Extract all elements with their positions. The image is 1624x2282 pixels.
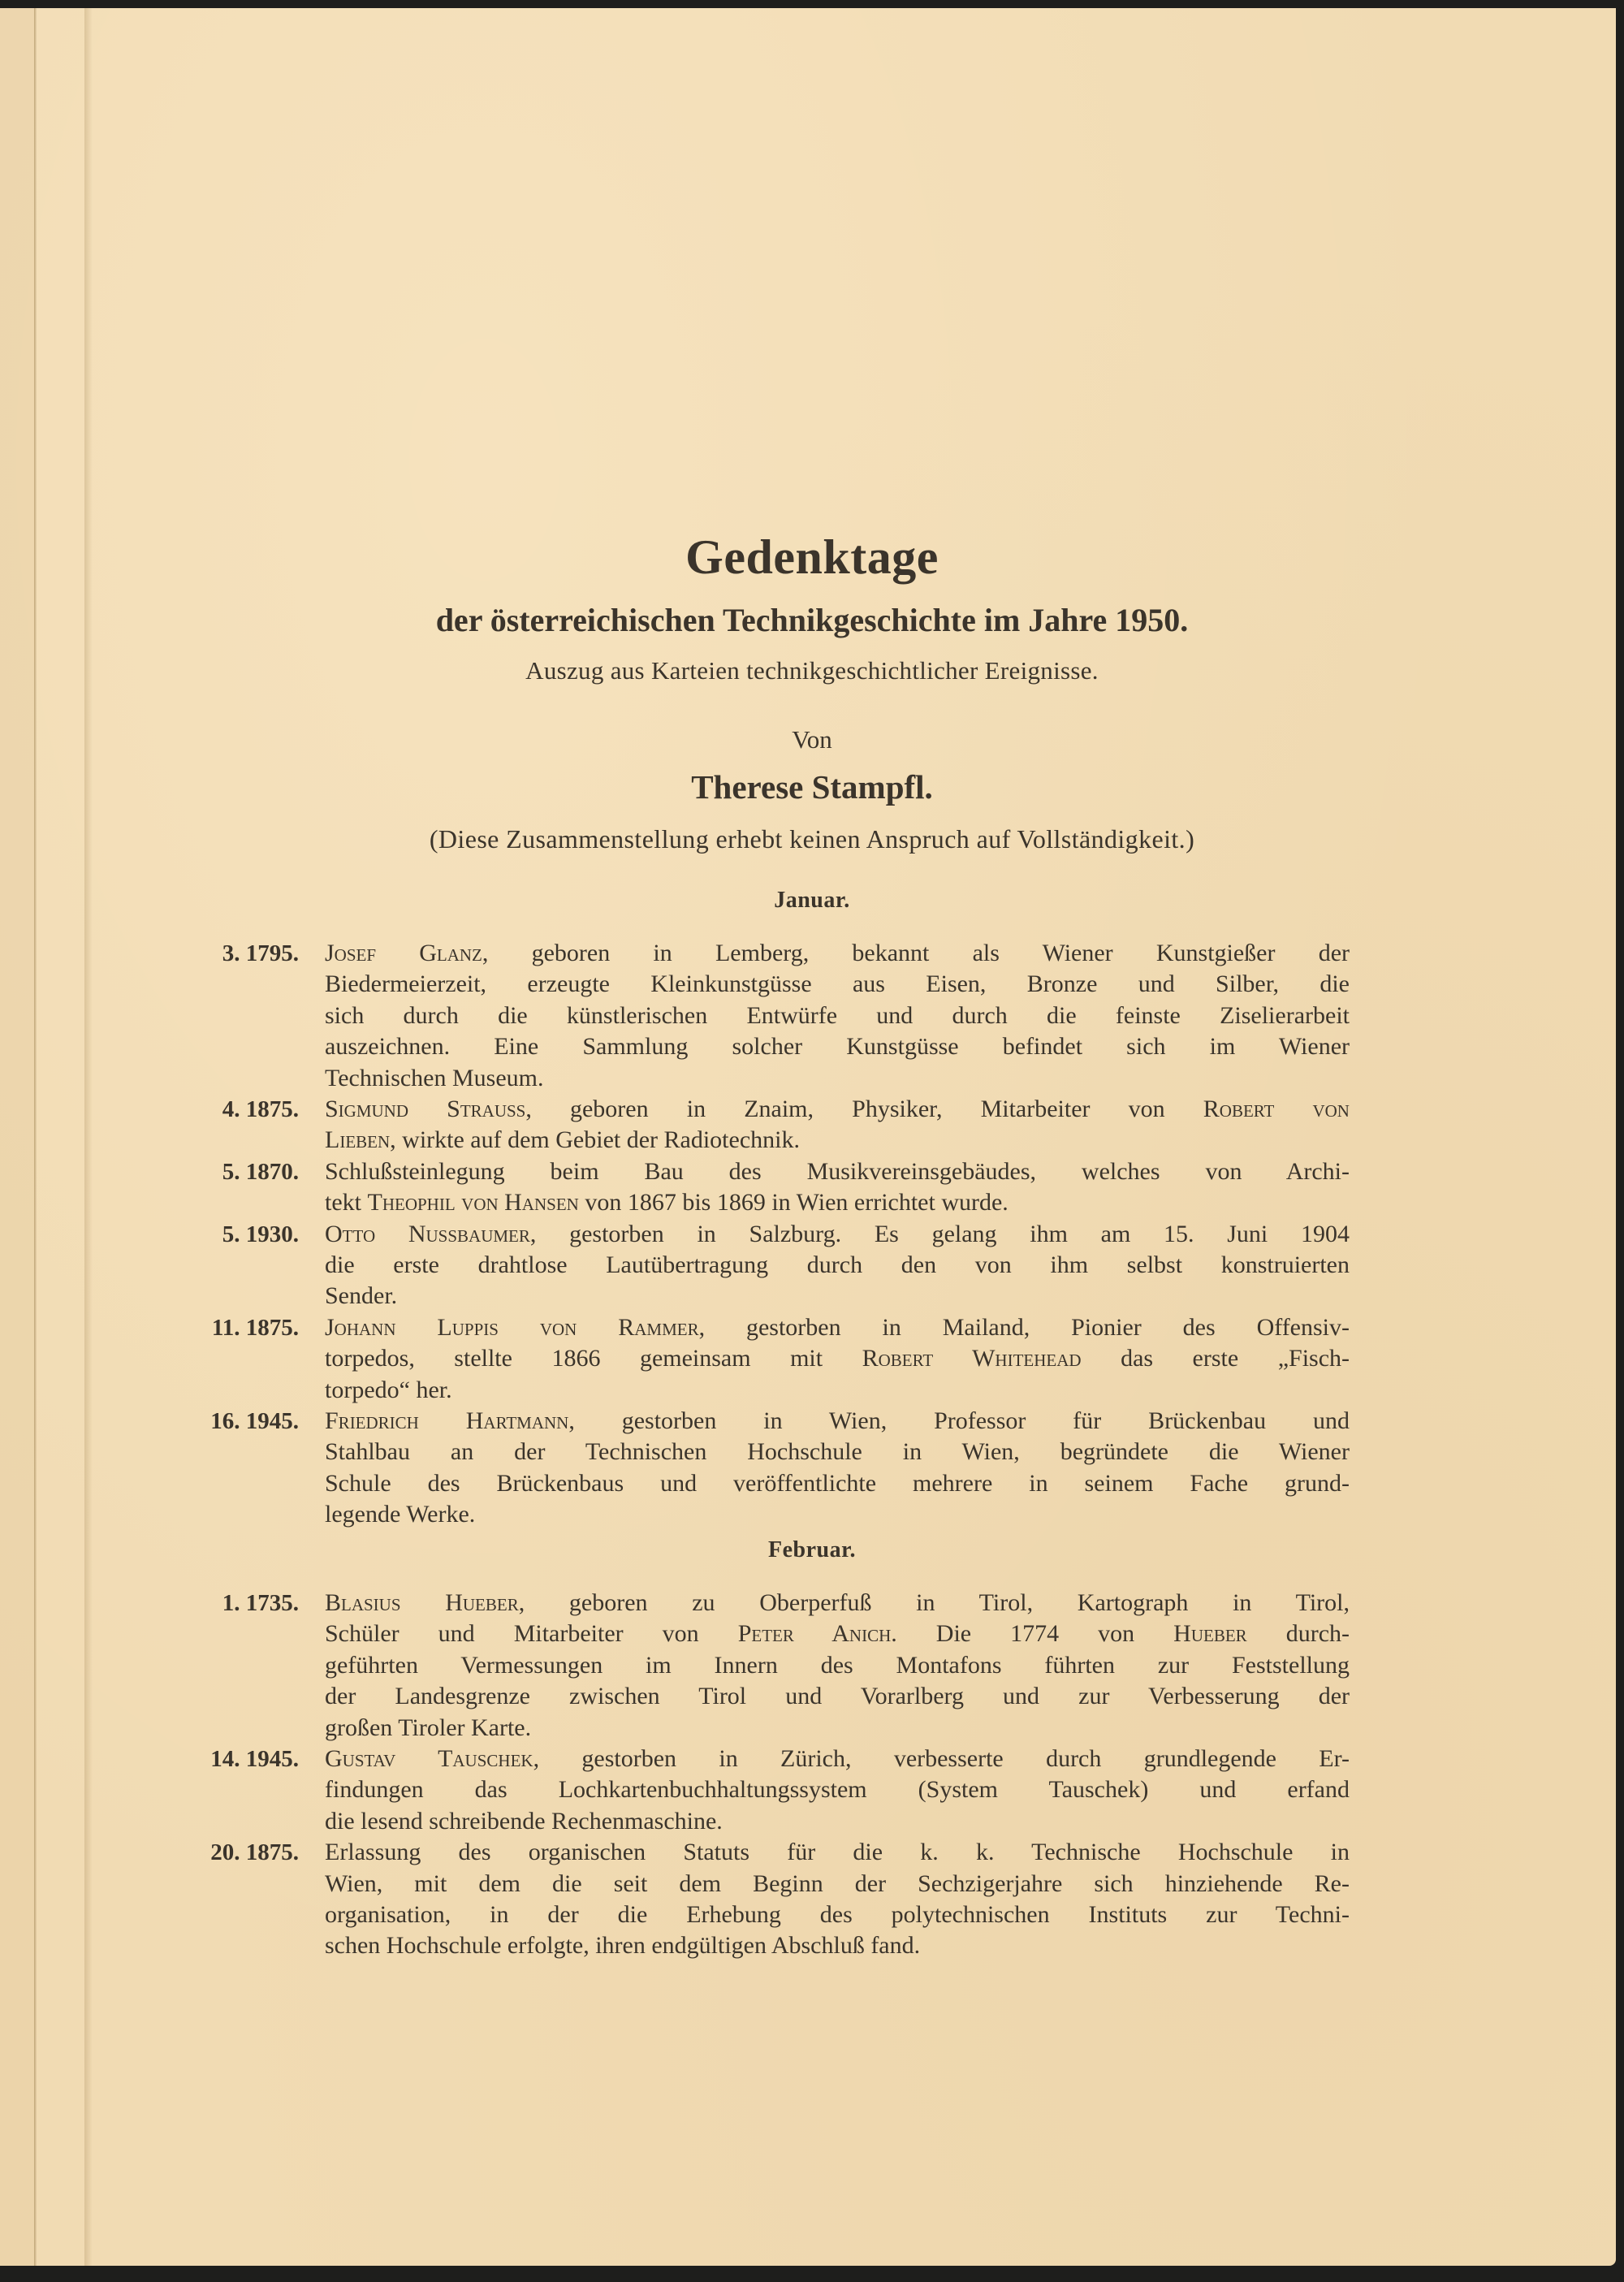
entry-date: 3. 1795. [222, 940, 299, 966]
entry-text-line [325, 1156, 1350, 1187]
entry-date: 5. 1930. [222, 1221, 299, 1247]
entry-text [325, 1406, 1350, 1531]
text-segment: Biedermeierzeit, erzeugte Kleinkunstgüsse aus Eisen, Bronze und Silber, die [325, 970, 1350, 998]
entry-text [325, 938, 1350, 1094]
entry-date: 5. 1870. [222, 1158, 299, 1185]
text-segment: , gestorben in Salzburg. Es gelang ihm am 15. Juni 1904 [529, 1220, 1350, 1247]
entry-text [325, 1837, 1350, 1962]
text-segment: Technischen Museum. [325, 1064, 544, 1091]
entry-text [325, 1219, 1350, 1312]
entry-text-line [325, 1312, 1350, 1343]
entry-date: 4. 1875. [222, 1096, 299, 1122]
entry-text [325, 1588, 1350, 1744]
month-heading: Januar. [774, 888, 850, 913]
text-segment: Stahlbau an der Technischen Hochschule in Wien, begründete die Wiener [325, 1438, 1350, 1466]
page-fold-line [34, 8, 37, 2266]
text-segment: organisation, in der die Erhebung des polytechnischen Instituts zur Techni- [325, 1900, 1350, 1928]
person-name: Robert von [1203, 1096, 1350, 1122]
text-segment: Sender. [325, 1282, 398, 1310]
person-name: Friedrich Hartmann [325, 1407, 569, 1434]
text-segment: auszeichnen. Eine Sammlung solcher Kunstgüsse befindet sich im Wiener [325, 1033, 1350, 1061]
document-excerpt-note: Auszug aus Karteien technikgeschichtlicher Ereignisse. [525, 656, 1099, 685]
entry-text-line [325, 1281, 1350, 1312]
month-heading: Februar. [768, 1537, 856, 1562]
text-segment: von 1867 bis 1869 in Wien errichtet wurde. [578, 1189, 1009, 1217]
entry-text-line [325, 1806, 1350, 1837]
entry-date: 1. 1735. [222, 1590, 299, 1616]
entry-text [325, 1156, 1350, 1219]
entry-text-line [325, 1930, 1350, 1961]
entry-text-line [325, 1744, 1350, 1774]
person-name: Sigmund Strauss [325, 1096, 526, 1122]
page-fold-shadow [84, 8, 93, 2266]
entry-date: 20. 1875. [210, 1839, 299, 1866]
person-name: Otto Nussbaumer [325, 1220, 530, 1247]
text-segment: torpedos, stellte 1866 gemeinsam mit [325, 1345, 862, 1372]
text-segment: sich durch die künstlerischen Entwürfe und durch die feinste Ziselierarbeit [325, 1001, 1350, 1029]
entry-text-line [325, 1063, 1350, 1094]
entry-text-line [325, 1681, 1350, 1712]
binding-strip [0, 8, 34, 2266]
disclaimer: (Diese Zusammenstellung erhebt keinen Anspruch auf Vollständigkeit.) [429, 824, 1195, 854]
text-segment: , wirkte auf dem Gebiet der Radiotechnik. [390, 1126, 800, 1154]
entry-text-line [325, 1468, 1350, 1499]
text-segment: , geboren in Znaim, Physiker, Mitarbeiter von [525, 1096, 1203, 1122]
author-name: Therese Stampfl. [691, 768, 933, 806]
text-segment: , gestorben in Mailand, Pionier des Offensiv- [698, 1313, 1350, 1341]
text-segment: der Landesgrenze zwischen Tirol und Vorarlberg und zur Verbesserung der [325, 1683, 1350, 1710]
text-segment: die erste drahtlose Lautübertragung durch den von ihm selbst konstruierten [325, 1251, 1350, 1278]
entry-text-line [325, 1250, 1350, 1281]
person-name: Hueber [1173, 1620, 1247, 1648]
entry-text-line [325, 969, 1350, 1000]
entry-date: 11. 1875. [211, 1314, 299, 1341]
text-segment: schen Hochschule erfolgte, ihren endgültigen Abschluß fand. [325, 1932, 921, 1960]
text-segment: , gestorben in Zürich, verbesserte durch grundlegende Er- [533, 1745, 1350, 1772]
person-name: Theophil von Hansen [367, 1189, 579, 1217]
entry-text-line [325, 1774, 1350, 1805]
document-subtitle: der österreichischen Technikgeschichte im Jahre 1950. [435, 602, 1189, 638]
text-segment: Erlassung des organischen Statuts für die k. k. Technische Hochschule in [325, 1839, 1350, 1866]
entry-text-line [325, 1713, 1350, 1744]
text-segment: torpedo“ her. [325, 1376, 452, 1403]
document-title: Gedenktage [685, 530, 939, 584]
entry-text-line [325, 1343, 1350, 1374]
entry-text-line [325, 1031, 1350, 1062]
byline-von: Von [792, 725, 832, 754]
person-name: Lieben [325, 1126, 391, 1154]
entry-text-line [325, 1588, 1350, 1619]
person-name: Blasius Hueber [325, 1589, 519, 1616]
entry-text-line [325, 1125, 1350, 1156]
text-segment: , gestorben in Wien, Professor für Brückenbau und [568, 1407, 1350, 1434]
entry-text [325, 1094, 1350, 1156]
text-segment: . Die 1774 von [891, 1620, 1174, 1648]
entry-text-line [325, 1437, 1350, 1467]
entry-text-line [325, 1001, 1350, 1031]
entry-date: 16. 1945. [210, 1408, 299, 1434]
text-segment: tekt [325, 1189, 368, 1217]
entry-text-line [325, 1900, 1350, 1930]
entry-text-line [325, 938, 1350, 969]
text-segment: legende Werke. [325, 1501, 476, 1528]
person-name: Johann Luppis von Rammer [325, 1313, 699, 1341]
text-segment: Schlußsteinlegung beim Bau des Musikvereinsgebäudes, welches von Archi- [325, 1157, 1350, 1185]
text-segment: findungen das Lochkartenbuchhaltungssystem (System Tauschek) und erfand [325, 1776, 1350, 1804]
text-segment: , geboren in Lemberg, bekannt als Wiener Kunstgießer der [482, 940, 1350, 966]
text-segment: die lesend schreibende Rechenmaschine. [325, 1807, 723, 1835]
text-segment: Schüler und Mitarbeiter von [325, 1620, 738, 1648]
entry-text [325, 1312, 1350, 1406]
entry-text-line [325, 1869, 1350, 1900]
entry-text-line [325, 1837, 1350, 1868]
text-segment: großen Tiroler Karte. [325, 1714, 532, 1741]
entry-date: 14. 1945. [210, 1746, 299, 1772]
entry-text-line [325, 1094, 1350, 1125]
text-segment: das erste „Fisch- [1081, 1345, 1350, 1372]
text-segment: geführten Vermessungen im Innern des Montafons führten zur Feststellung [325, 1651, 1350, 1679]
entry-text-line [325, 1187, 1350, 1218]
entry-text-line [325, 1406, 1350, 1437]
entry-text-line [325, 1650, 1350, 1681]
entry-text-line [325, 1219, 1350, 1250]
entry-text [325, 1744, 1350, 1837]
entry-text-line [325, 1375, 1350, 1406]
text-segment: Schule des Brückenbaus und veröffentlichte mehrere in seinem Fache grund- [325, 1469, 1350, 1497]
person-name: Peter Anich [737, 1620, 892, 1648]
entry-text-line [325, 1619, 1350, 1649]
person-name: Josef Glanz [325, 940, 482, 966]
entry-text-line [325, 1499, 1350, 1530]
text-segment: , geboren zu Oberperfuß in Tirol, Kartograph in Tirol, [518, 1589, 1350, 1616]
person-name: Gustav Tauschek [325, 1745, 533, 1772]
person-name: Robert Whitehead [862, 1345, 1082, 1372]
text-segment: durch- [1246, 1620, 1350, 1648]
text-segment: Wien, mit dem die seit dem Beginn der Sechzigerjahre sich hinziehende Re- [325, 1869, 1350, 1897]
